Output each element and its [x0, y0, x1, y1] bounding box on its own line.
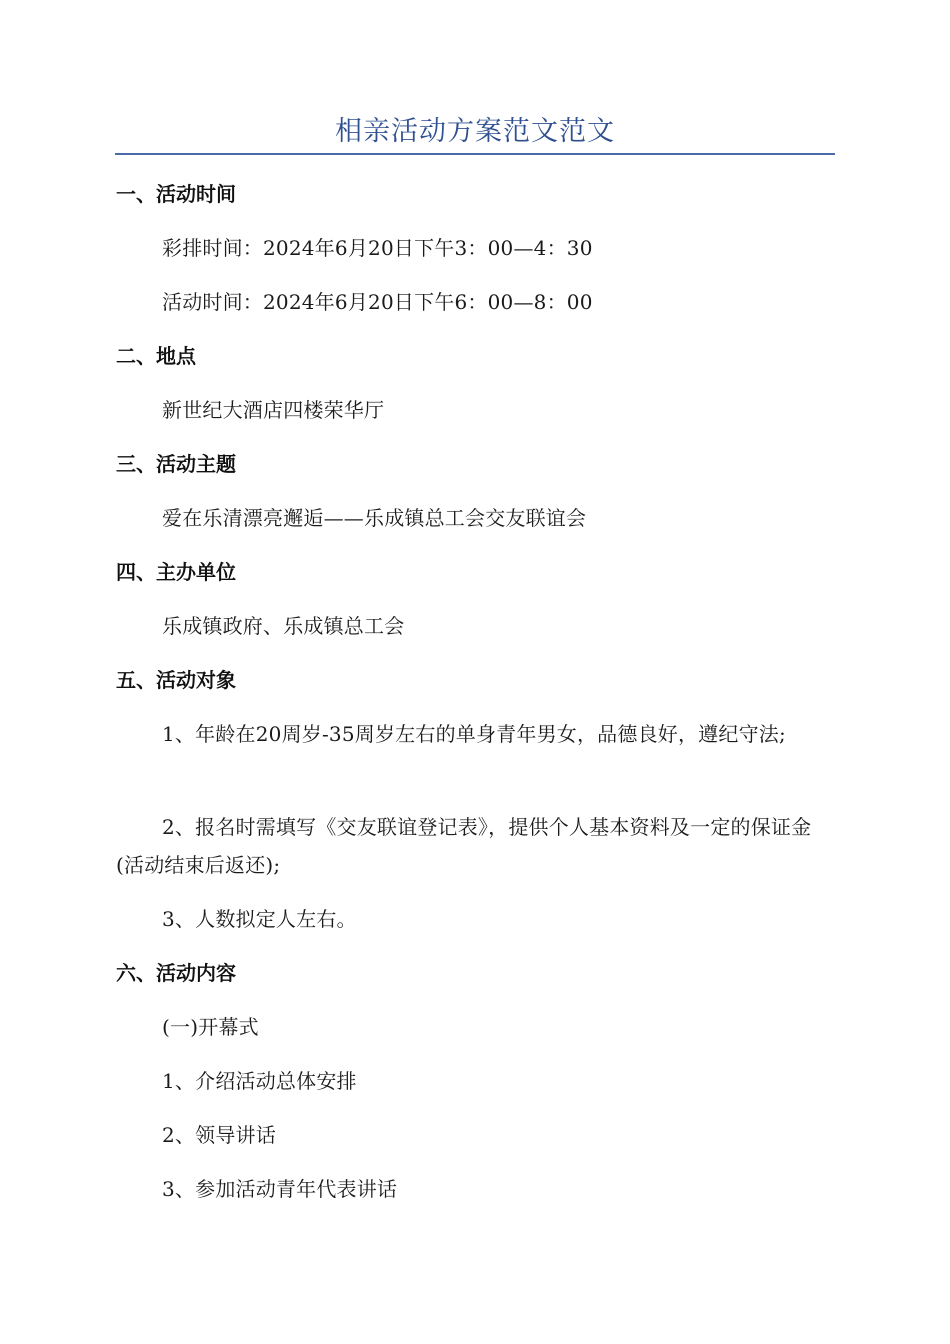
section-heading-time: 一、活动时间: [116, 182, 236, 206]
paragraph-theme: 爱在乐清漂亮邂逅——乐成镇总工会交友联谊会: [162, 506, 587, 530]
paragraph-opening: (一)开幕式: [162, 1015, 259, 1039]
section-heading-organizer: 四、主办单位: [116, 560, 236, 584]
paragraph-participants-count: 3、人数拟定人左右。: [162, 907, 357, 931]
section-heading-participants: 五、活动对象: [116, 668, 236, 692]
section-heading-location: 二、地点: [116, 344, 196, 368]
paragraph-content-item-1: 1、介绍活动总体安排: [162, 1069, 357, 1093]
section-heading-theme: 三、活动主题: [116, 452, 236, 476]
paragraph-participants-registration: 2、报名时需填写《交友联谊登记表》，提供个人基本资料及一定的保证金(活动结束后返还);: [116, 815, 812, 877]
paragraph-event-time: 活动时间：2024年6月20日下午6：00—8：00: [162, 290, 593, 314]
paragraph-location: 新世纪大酒店四楼荣华厅: [162, 398, 385, 422]
title-underline: [115, 153, 835, 155]
paragraph-content-item-2: 2、领导讲话: [162, 1123, 276, 1147]
document-title: 相亲活动方案范文范文: [335, 116, 615, 147]
paragraph-participants-age: 1、年龄在20周岁-35周岁左右的单身青年男女，品德良好，遵纪守法;: [162, 722, 786, 746]
paragraph-content-item-3: 3、参加活动青年代表讲话: [162, 1177, 398, 1201]
section-heading-content: 六、活动内容: [116, 961, 236, 985]
paragraph-organizer: 乐成镇政府、乐成镇总工会: [162, 614, 405, 638]
paragraph-rehearsal-time: 彩排时间：2024年6月20日下午3：00—4：30: [162, 236, 593, 260]
